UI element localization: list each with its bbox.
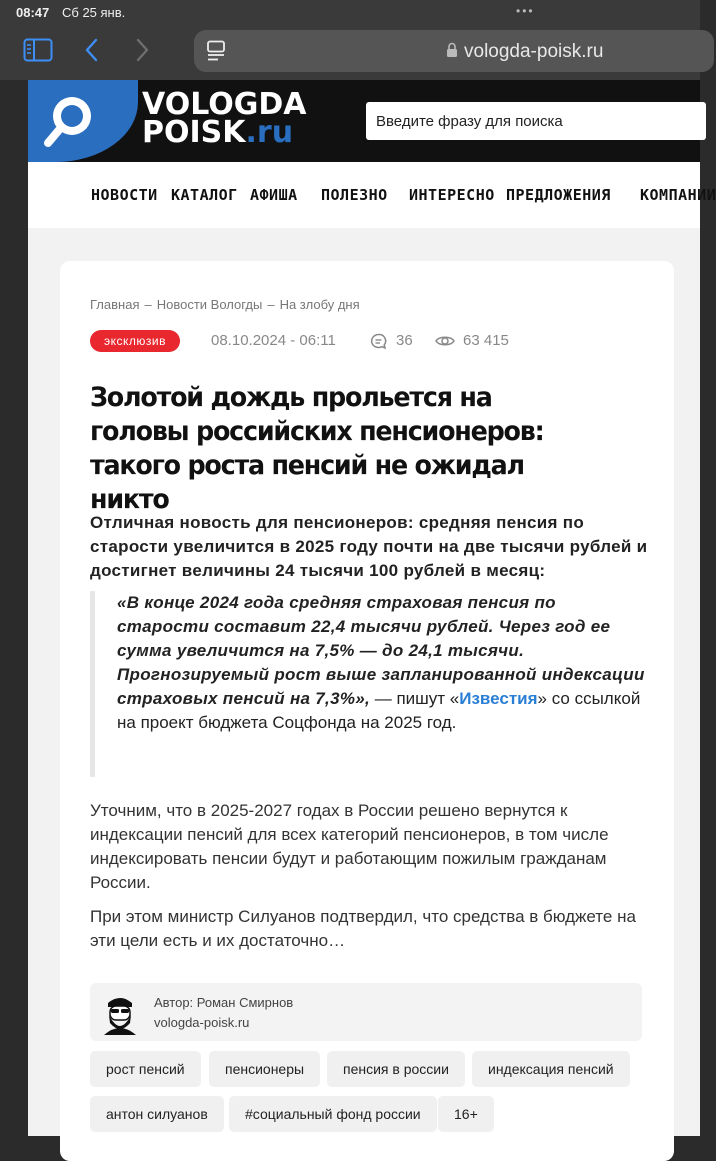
status-bar <box>0 0 700 26</box>
exclusive-badge: эксклюзив <box>90 330 180 352</box>
status-date: Сб 25 янв. <box>62 5 126 20</box>
search-input[interactable] <box>366 102 706 140</box>
view-count: 63 415 <box>463 332 509 349</box>
comment-icon <box>370 333 387 350</box>
nav-item-interesting[interactable]: ИНТЕРЕСНО <box>409 186 495 204</box>
address-bar[interactable] <box>194 30 714 72</box>
sidebar-icon <box>23 38 53 62</box>
forward-button[interactable] <box>126 36 158 64</box>
article-title: Золотой дождь прольется на головы российских пенсионеров: такого роста пенсий не ожидал никто <box>90 382 544 515</box>
breadcrumb-separator: – <box>144 297 152 312</box>
breadcrumb-news[interactable]: Новости Вологды <box>156 297 263 312</box>
article-paragraph: Уточним, что в 2025-2027 годах в России решено вернутся к индексации пенсий для всех категорий пенсионеров, в том числе индексировать пенсии будут и работающим пожилым гражданам России. <box>90 801 609 892</box>
url-text: vologda-poisk.ru <box>464 41 604 62</box>
quote-attribution-end: » со ссылкой на проект бюджета Соцфонда на 2025 год. <box>117 689 641 732</box>
breadcrumb-home[interactable]: Главная <box>90 297 140 312</box>
eye-icon <box>435 334 455 348</box>
site-logo[interactable] <box>142 87 307 150</box>
back-button[interactable] <box>76 36 108 64</box>
age-rating-badge: 16+ <box>438 1096 494 1132</box>
tag-pension-indexation[interactable]: индексация пенсий <box>472 1051 630 1087</box>
article-datetime: 08.10.2024 - 06:11 <box>211 332 336 349</box>
comment-count[interactable]: 36 <box>396 332 413 349</box>
article-quote <box>90 591 650 777</box>
multitask-dots-icon[interactable]: ••• <box>516 4 535 18</box>
nav-item-afisha[interactable]: АФИША <box>250 186 298 204</box>
chevron-left-icon <box>84 38 100 62</box>
site-header <box>28 80 700 162</box>
nav-item-news[interactable]: НОВОСТИ <box>91 186 158 204</box>
site-logo-mark[interactable] <box>28 80 138 162</box>
quote-attribution-start: — пишут « <box>370 689 460 708</box>
author-avatar <box>100 991 140 1035</box>
magnifier-icon <box>28 80 138 162</box>
chevron-right-icon <box>134 38 150 62</box>
lock-icon <box>446 42 458 58</box>
nav-item-offers[interactable]: ПРЕДЛОЖЕНИЯ <box>506 186 611 204</box>
article-lead: Отличная новость для пенсионеров: средняя пенсия по старости увеличится в 2025 году почти на две тысячи рублей и достигнет величины 24 тысячи 100 рублей в месяц: <box>90 513 648 580</box>
breadcrumb <box>90 297 360 312</box>
author-name: Автор: Роман Смирнов <box>154 995 294 1010</box>
web-page <box>28 80 716 1136</box>
author-box <box>90 983 642 1041</box>
browser-toolbar <box>0 26 700 80</box>
quote-text: «В конце 2024 года средняя страховая пенсия по старости составит 22,4 тысячи рублей. Через год ее сумма увеличится на 7,5% — до 24,1 тысячи. Прогнозируемый рост выше запланированной индексации страховых пенсий на 7,3%», <box>117 593 645 708</box>
reader-mode-icon[interactable] <box>206 40 226 62</box>
status-time: 08:47 <box>16 5 50 20</box>
tag-social-fund[interactable]: #социальный фонд россии <box>229 1096 437 1132</box>
logo-line2: POISK <box>142 115 246 150</box>
tag-pension-russia[interactable]: пенсия в россии <box>327 1051 465 1087</box>
breadcrumb-topic[interactable]: На злобу дня <box>279 297 360 312</box>
logo-line1: VOLOGDA <box>142 87 307 122</box>
breadcrumb-separator: – <box>267 297 275 312</box>
nav-item-companies[interactable]: КОМПАНИИ <box>640 186 716 204</box>
source-link-izvestia[interactable]: Известия <box>459 689 538 708</box>
main-nav <box>28 162 716 228</box>
sidebar-toggle-button[interactable] <box>22 36 54 64</box>
author-site: vologda-poisk.ru <box>154 1015 250 1030</box>
article-card <box>60 261 674 1161</box>
article-paragraph: При этом министр Силуанов подтвердил, что средства в бюджете на эти цели есть и их достаточно… <box>90 907 636 950</box>
nav-item-catalog[interactable]: КАТАЛОГ <box>171 186 238 204</box>
tag-siluanov[interactable]: антон силуанов <box>90 1096 224 1132</box>
nav-item-useful[interactable]: ПОЛЕЗНО <box>321 186 388 204</box>
logo-suffix: .ru <box>245 115 294 150</box>
tag-pensioners[interactable]: пенсионеры <box>209 1051 320 1087</box>
site-search[interactable] <box>366 102 706 140</box>
tag-pension-growth[interactable]: рост пенсий <box>90 1051 201 1087</box>
